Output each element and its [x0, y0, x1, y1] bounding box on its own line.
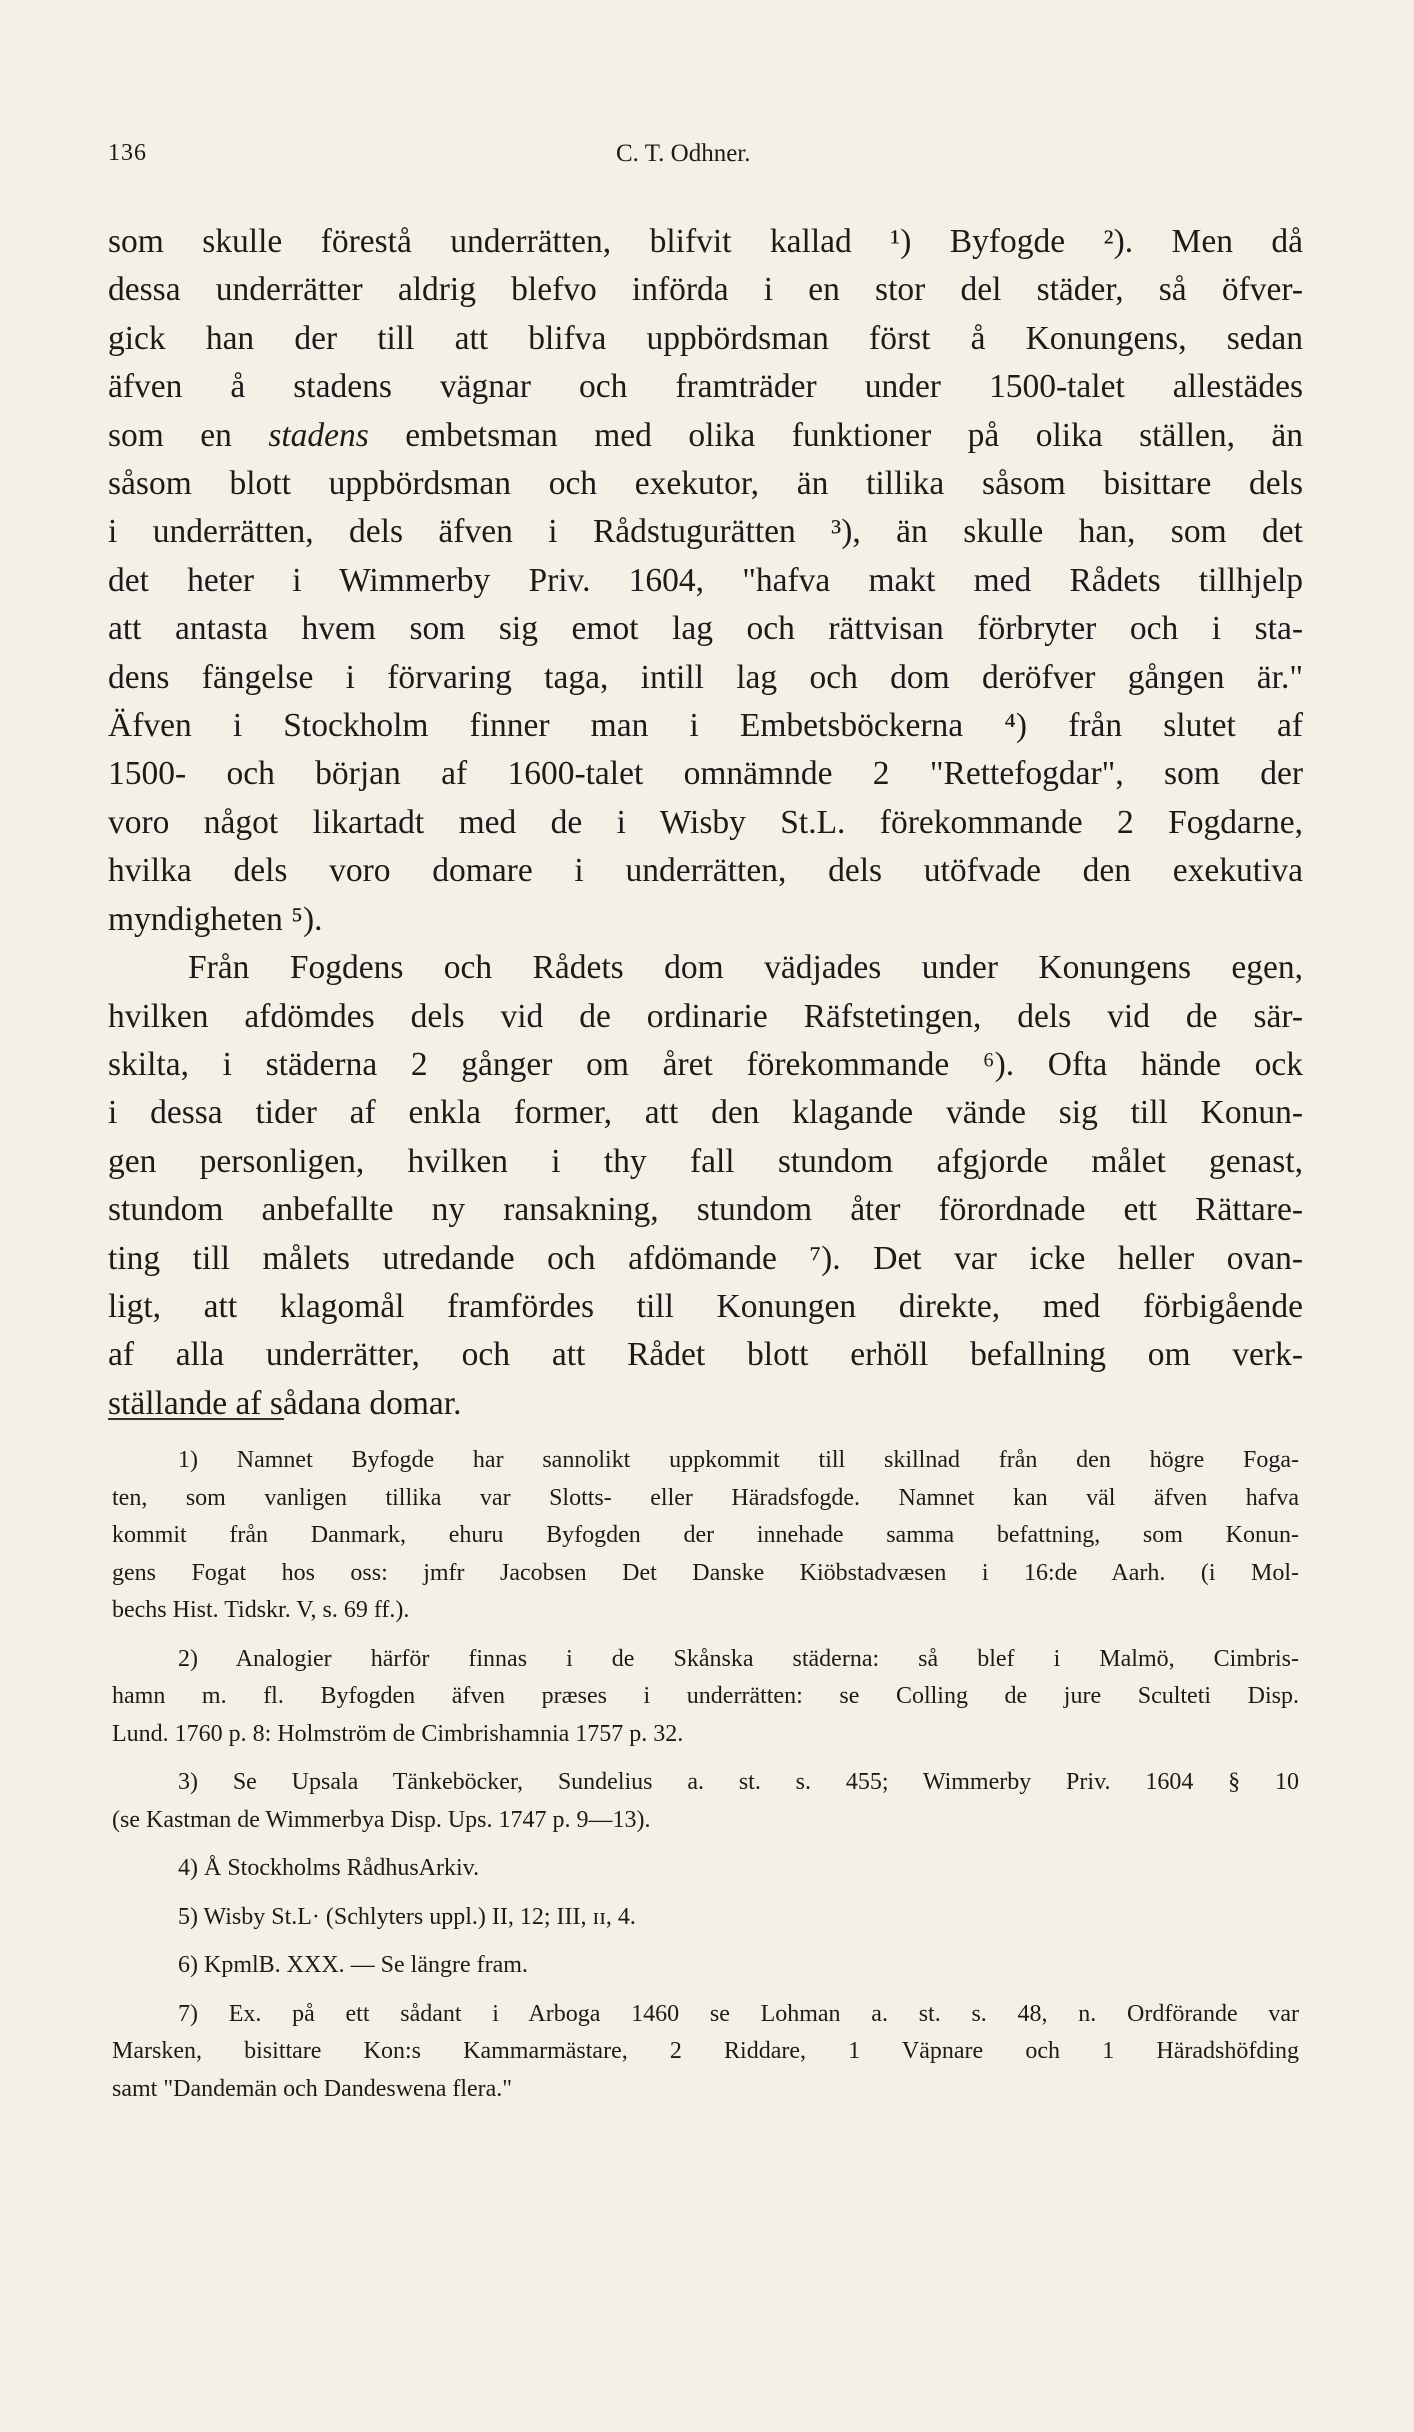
body-line: i dessa tider af enkla former, att den klagande vände sig till Konun-	[108, 1094, 1303, 1132]
body-line: som skulle förestå underrätten, blifvit kallad ¹) Byfogde ²). Men då	[108, 223, 1303, 260]
body-line: hvilka dels voro domare i underrätten, dels utöfvade den exekutiva	[108, 852, 1303, 890]
body-line: dessa underrätter aldrig blefvo införda i en stor del städer, så öfver-	[108, 271, 1303, 309]
footnote-line: 3) Se Upsala Tänkeböcker, Sundelius a. st. s. 455; Wimmerby Priv. 1604 § 10	[178, 1769, 1299, 1795]
footnote-line: kommit från Danmark, ehuru Byfogden der innehade samma befattning, som Konun-	[112, 1522, 1299, 1548]
footnote-7	[112, 1996, 1299, 2109]
body-line: äfven å stadens vägnar och framträder under 1500-talet allestädes	[108, 368, 1303, 406]
body-line: voro något likartadt med de i Wisby St.L. förekommande 2 Fogdarne,	[108, 803, 1303, 841]
footnote-separator	[108, 1418, 284, 1420]
footnote-line: bechs Hist. Tidskr. V, s. 69 ff.).	[112, 1597, 410, 1623]
footnote-line: samt "Dandemän och Dandeswena flera."	[112, 2075, 513, 2102]
footnote-5	[112, 1899, 1299, 1937]
footnote-line: 2) Analogier härför finnas i de Skånska städerna: så blef i Malmö, Cimbris-	[178, 1645, 1299, 1672]
footnote-line: 7) Ex. på ett sådant i Arboga 1460 se Lohman a. st. s. 48, n. Ordförande var	[178, 2000, 1299, 2027]
footnote-3	[112, 1764, 1299, 1839]
body-line: ligt, att klagomål framfördes till Konungen direkte, med förbigående	[108, 1287, 1303, 1325]
footnote-line: Lund. 1760 p. 8: Holmström de Cimbrishamnia 1757 p. 32.	[112, 1720, 684, 1747]
page-header	[108, 140, 1308, 180]
body-line: Äfven i Stockholm finner man i Embetsböckerna ⁴) från slutet af	[108, 707, 1303, 745]
body-line: Från Fogdens och Rådets dom vädjades under Konungens egen,	[188, 949, 1303, 987]
body-line: gick han der till att blifva uppbördsman först å Konungens, sedan	[108, 319, 1303, 357]
body-line: ställande af sådana domar.	[108, 1384, 462, 1422]
footnote-line: gens Fogat hos oss: jmfr Jacobsen Det Danske Kiöbstadvæsen i 16:de Aarh. (i Mol-	[112, 1559, 1299, 1586]
footnote-6	[112, 1947, 1299, 1985]
footnote-line: 5) Wisby St.L· (Schlyters uppl.) II, 12; III, ɪɪ, 4.	[178, 1903, 636, 1930]
body-line: det heter i Wimmerby Priv. 1604, "hafva makt med Rådets tillhjelp	[108, 561, 1303, 599]
footnote-line: 6) KpmlB. XXX. — Se längre fram.	[178, 1952, 528, 1978]
body-line: i underrätten, dels äfven i Rådstugurätten ³), än skulle han, som det	[108, 513, 1303, 551]
body-line: hvilken afdömdes dels vid de ordinarie Räfstetingen, dels vid de sär-	[108, 997, 1303, 1035]
body-line: skilta, i städerna 2 gånger om året förekommande ⁶). Ofta hände ock	[108, 1045, 1303, 1083]
footnote-line: Marsken, bisittare Kon:s Kammarmästare, 2 Riddare, 1 Väpnare och 1 Häradshöfding	[112, 2038, 1299, 2064]
footnote-line: 4) Å Stockholms RådhusArkiv.	[178, 1855, 480, 1881]
footnote-line: hamn m. fl. Byfogden äfven præses i underrätten: se Colling de jure Sculteti Disp.	[112, 1683, 1299, 1709]
running-head: C. T. Odhner.	[616, 140, 751, 167]
page-number: 136	[108, 140, 147, 166]
footnotes	[112, 1442, 1299, 2119]
body-line: 1500- och början af 1600-talet omnämnde 2 "Rettefogdar", som der	[108, 755, 1303, 793]
body-text	[108, 218, 1303, 1428]
footnote-4	[112, 1850, 1299, 1888]
body-line: af alla underrätter, och att Rådet blott erhöll befallning om verk-	[108, 1336, 1303, 1374]
body-line: myndigheten ⁵).	[108, 900, 323, 938]
footnote-line: (se Kastman de Wimmerbya Disp. Ups. 1747 p. 9—13).	[112, 1806, 651, 1833]
emphasis: stadens	[268, 416, 369, 454]
body-line: dens fängelse i förvaring taga, intill lag och dom deröfver gången är."	[108, 658, 1303, 696]
body-line: gen personligen, hvilken i thy fall stundom afgjorde målet genast,	[108, 1142, 1303, 1180]
footnote-2	[112, 1641, 1299, 1754]
footnote-line: 1) Namnet Byfogde har sannolikt uppkommit till skillnad från den högre Foga-	[178, 1447, 1299, 1473]
body-line: ting till målets utredande och afdömande ⁷). Det var icke heller ovan-	[108, 1239, 1303, 1277]
footnote-line: ten, som vanligen tillika var Slotts- eller Häradsfogde. Namnet kan väl äfven hafva	[112, 1484, 1299, 1511]
footnote-1	[112, 1442, 1299, 1630]
body-line: som en stadens embetsman med olika funktioner på olika ställen, än	[108, 416, 1303, 454]
body-line: stundom anbefallte ny ransakning, stundom åter förordnade ett Rättare-	[108, 1191, 1303, 1229]
body-line: såsom blott uppbördsman och exekutor, än tillika såsom bisittare dels	[108, 465, 1303, 503]
body-line: att antasta hvem som sig emot lag och rättvisan förbryter och i sta-	[108, 610, 1303, 648]
